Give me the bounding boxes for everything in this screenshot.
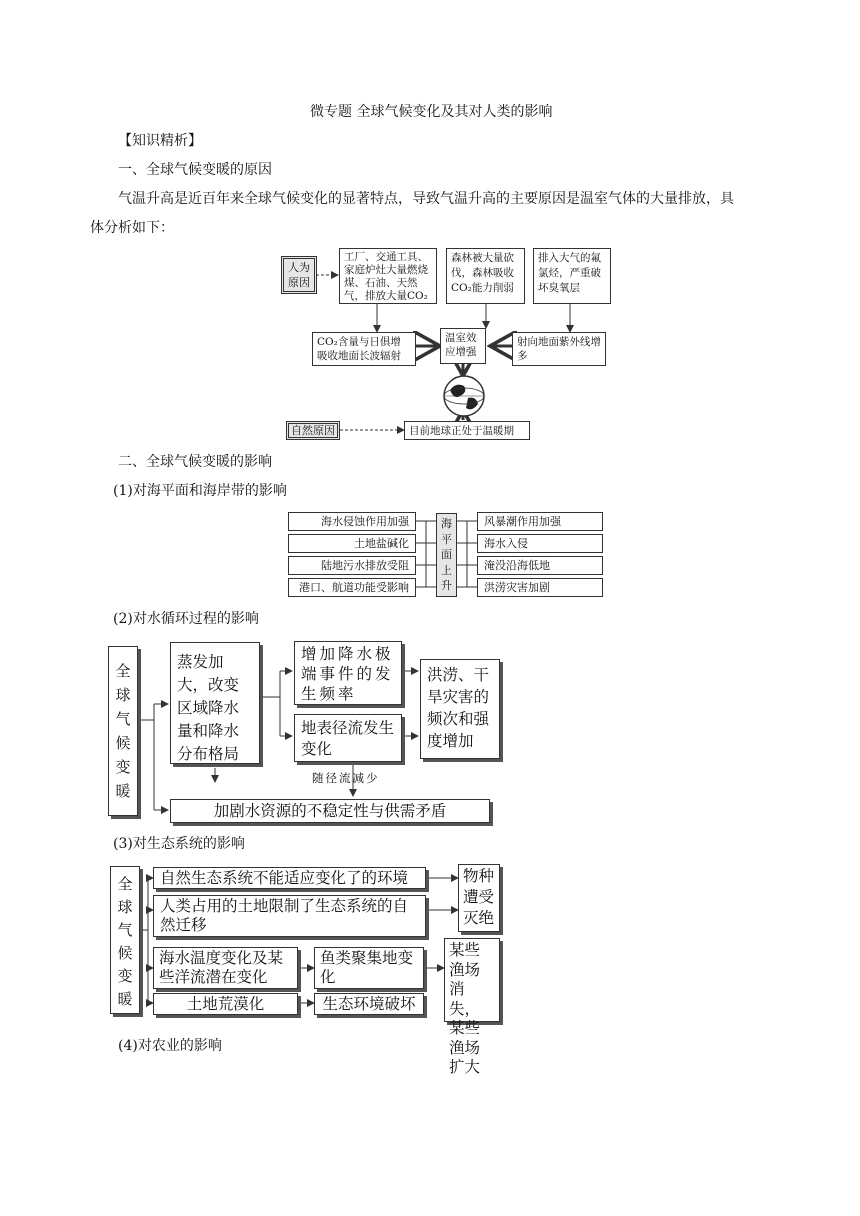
warming-char: 气 <box>115 710 131 728</box>
subheading-ecosystem: (3)对生态系统的影响 <box>113 836 245 852</box>
paragraph-line-2: 体分析如下： <box>90 220 174 236</box>
warming-char: 全 <box>115 662 131 680</box>
sea-right-item: 海水入侵 <box>477 534 603 553</box>
global-warming-label <box>108 646 138 816</box>
warming-char: 全 <box>117 875 133 893</box>
human-cause-label: 人为原因 <box>281 256 317 294</box>
eco-damage-box: 生态环境破坏 <box>314 993 424 1015</box>
subheading-water-cycle: (2)对水循环过程的影响 <box>113 611 259 627</box>
sea-center-char: 上 <box>441 563 452 577</box>
evaporation-box: 蒸发加大，改变区域降水量和降水分布格局 <box>170 642 260 764</box>
section-tag: 【知识精析】 <box>118 133 202 149</box>
globe-icon <box>440 372 488 420</box>
species-extinct-box: 物种遭受灭绝 <box>458 864 500 932</box>
warming-char: 气 <box>117 921 133 939</box>
ocean-temp-box: 海水温度变化及某些洋流潜在变化 <box>153 947 298 989</box>
warming-char: 球 <box>115 686 131 704</box>
warming-char: 变 <box>115 758 131 776</box>
sea-center-char: 升 <box>441 579 452 592</box>
flood-drought-box: 洪涝、干旱灾害的频次和强度增加 <box>420 659 500 759</box>
warming-char: 球 <box>117 898 133 916</box>
ecosystem-adapt-box: 自然生态系统不能适应变化了的环境 <box>153 867 426 889</box>
water-resource-box: 加剧水资源的不稳定性与供需矛盾 <box>170 799 490 823</box>
runoff-decrease-label: 随径流减少 <box>312 771 380 785</box>
warming-char: 暖 <box>115 782 131 800</box>
fishery-change-box: 某些渔场消失，某些渔场扩大 <box>444 938 500 1022</box>
sea-left-item: 陆地污水排放受阻 <box>288 556 416 575</box>
warming-char: 候 <box>115 734 131 752</box>
industry-emission-box: 工厂、交通工具、家庭炉灶大量燃烧煤、石油、天然气，排放大量CO₂ <box>339 248 437 304</box>
sea-center-char: 海 <box>441 517 452 530</box>
sea-left-item: 海水侵蚀作用加强 <box>288 512 416 531</box>
warm-period-box: 目前地球正处于温暖期 <box>404 421 530 440</box>
natural-cause-label: 自然原因 <box>286 421 340 440</box>
warming-char: 暖 <box>117 990 133 1008</box>
sea-right-item: 淹没沿海低地 <box>477 556 603 575</box>
desertification-box: 土地荒漠化 <box>153 993 298 1015</box>
paragraph-line-1: 气温升高是近百年来全球气候变化的显著特点，导致气温升高的主要原因是温室气体的大量排放，具 <box>118 191 734 207</box>
deforestation-box: 森林被大量砍伐，森林吸收CO₂能力削弱 <box>446 248 525 304</box>
sea-center-char: 平 <box>441 532 452 546</box>
sea-level-rise-label <box>436 513 457 597</box>
warming-char: 候 <box>117 944 133 962</box>
land-occupation-box: 人类占用的土地限制了生态系统的自然迁移 <box>153 895 426 937</box>
heading-impacts: 二、全球气候变暖的影响 <box>118 454 272 470</box>
sea-left-item: 港口、航道功能受影响 <box>288 578 416 597</box>
extreme-events-box: 增加降水极端事件的发生频率 <box>294 641 402 705</box>
runoff-change-box: 地表径流发生变化 <box>294 714 402 762</box>
sea-center-char: 面 <box>441 548 452 561</box>
sea-right-item: 洪涝灾害加剧 <box>477 578 603 597</box>
uv-increase-box: 射向地面紫外线增多 <box>512 332 606 366</box>
heading-causes: 一、全球气候变暖的原因 <box>118 162 272 178</box>
sea-left-item: 土地盐碱化 <box>288 534 416 553</box>
greenhouse-effect-box: 温室效应增强 <box>440 328 486 364</box>
sea-right-item: 风暴潮作用加强 <box>477 512 603 531</box>
fish-gathering-box: 鱼类聚集地变化 <box>314 947 424 989</box>
freon-box: 排入大气的氟氯烃，严重破坏臭氧层 <box>533 248 611 304</box>
subheading-sea-level: (1)对海平面和海岸带的影响 <box>113 483 287 499</box>
warming-char: 变 <box>117 967 133 985</box>
co2-increase-box: CO₂含量与日俱增吸收地面长波辐射 <box>312 332 416 366</box>
subheading-agriculture: (4)对农业的影响 <box>118 1038 222 1054</box>
page-title: 微专题 全球气候变化及其对人类的影响 <box>310 104 553 120</box>
global-warming-label <box>110 866 140 1014</box>
